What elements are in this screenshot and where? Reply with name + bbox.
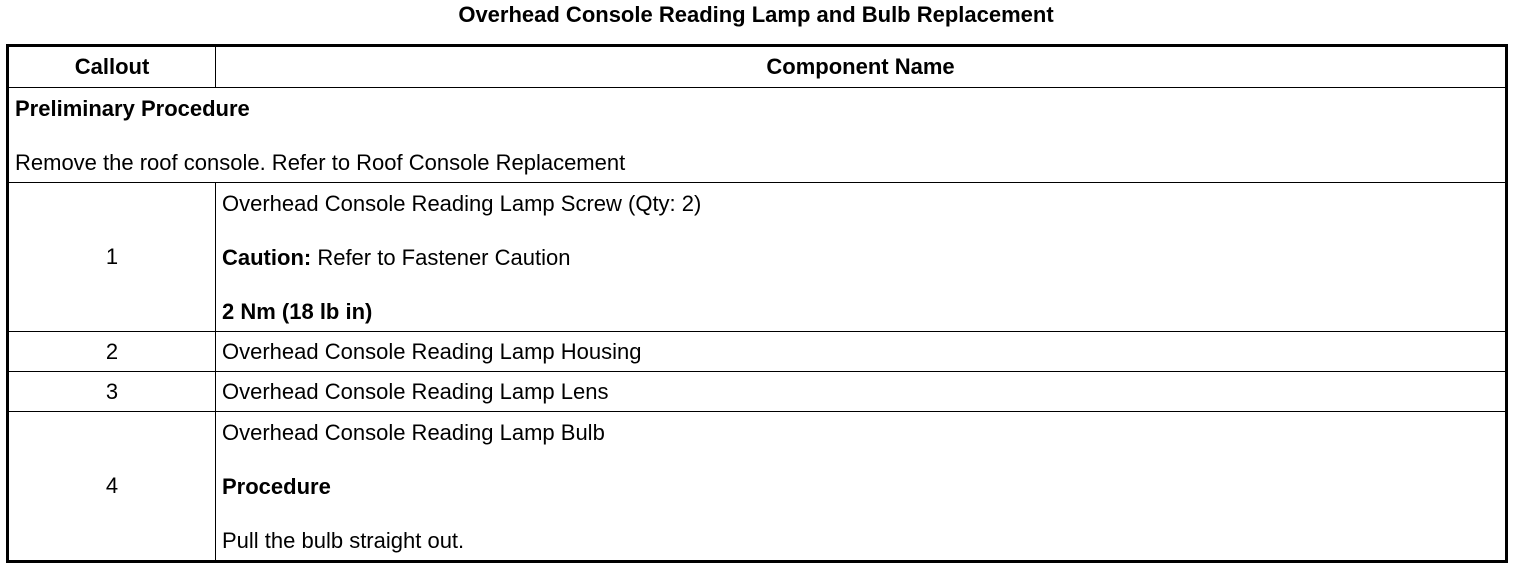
component-name: Overhead Console Reading Lamp Bulb	[222, 420, 605, 445]
header-component-name: Component Name	[216, 46, 1507, 88]
table-header-row	[8, 46, 1507, 88]
table-row	[8, 183, 1507, 332]
component-table	[6, 44, 1508, 563]
procedure-label: Procedure	[222, 474, 331, 499]
page-title: Overhead Console Reading Lamp and Bulb Replacement	[458, 2, 1054, 27]
component-name: Overhead Console Reading Lamp Housing	[216, 332, 1507, 372]
table-row	[8, 372, 1507, 412]
procedure-text: Pull the bulb straight out.	[222, 528, 465, 553]
table-row	[8, 332, 1507, 372]
component-name: Overhead Console Reading Lamp Screw (Qty: 2)	[222, 191, 702, 216]
callout-number: 4	[8, 412, 216, 562]
callout-number: 1	[8, 183, 216, 332]
preliminary-text: Remove the roof console. Refer to Roof Console Replacement	[15, 150, 626, 175]
caution-text: Refer to Fastener Caution	[311, 245, 571, 270]
caution-label: Caution:	[222, 245, 312, 270]
preliminary-heading: Preliminary Procedure	[15, 96, 250, 121]
torque-spec: 2 Nm (18 lb in)	[222, 299, 373, 324]
callout-number: 2	[8, 332, 216, 372]
caution-line	[222, 245, 1499, 271]
table-row	[8, 412, 1507, 562]
header-callout: Callout	[8, 46, 216, 88]
preliminary-row	[8, 88, 1507, 183]
component-cell	[216, 183, 1507, 332]
component-cell	[216, 412, 1507, 562]
preliminary-cell	[8, 88, 1507, 183]
callout-number: 3	[8, 372, 216, 412]
component-name: Overhead Console Reading Lamp Lens	[216, 372, 1507, 412]
